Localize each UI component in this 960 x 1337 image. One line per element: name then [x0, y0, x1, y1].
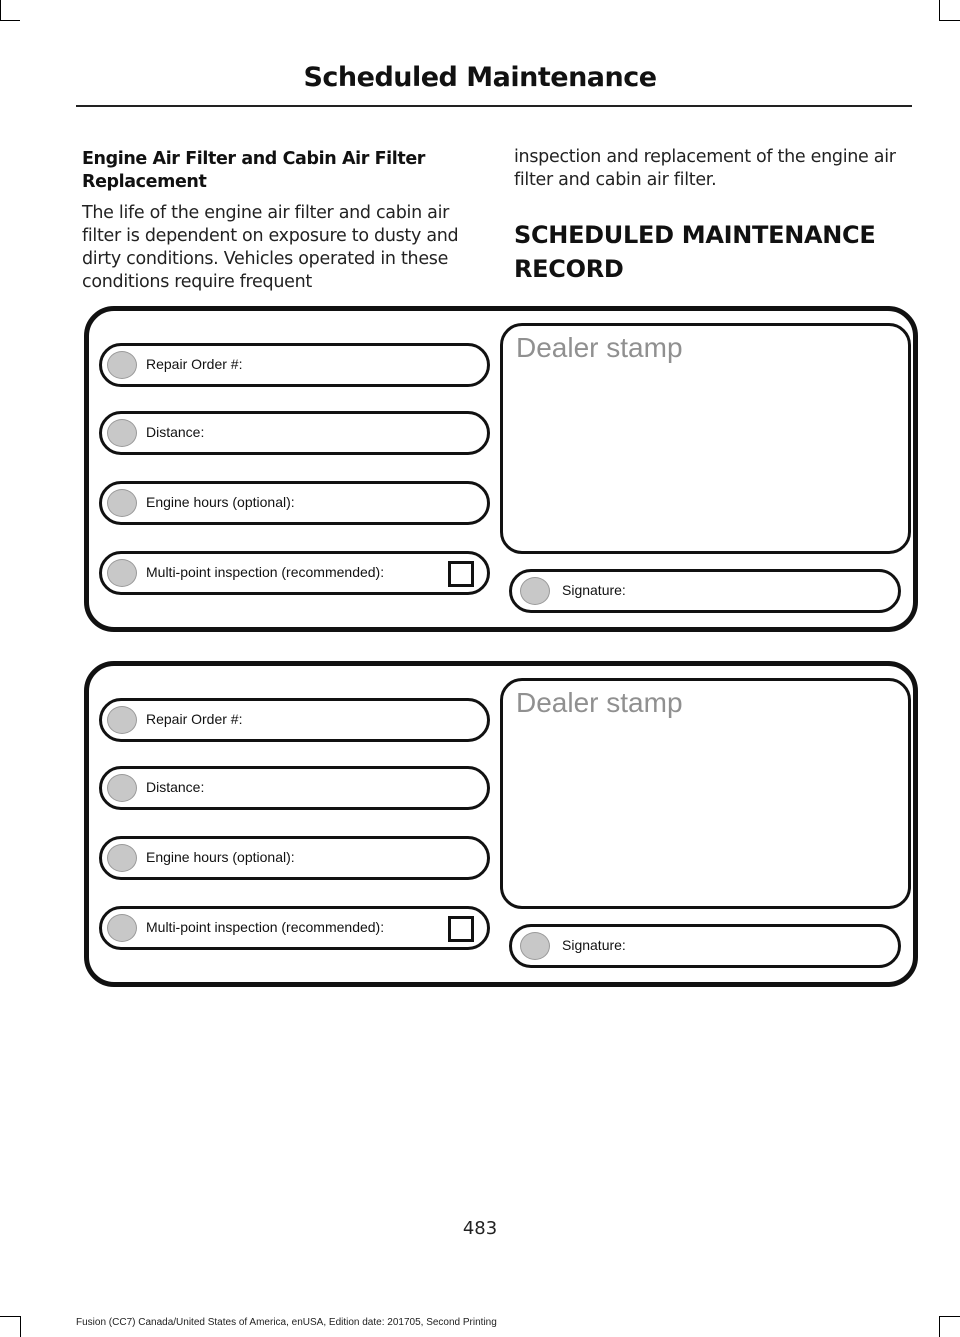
- crop-mark-top-right: [939, 20, 960, 21]
- page-title: Scheduled Maintenance: [303, 62, 657, 93]
- title-divider: [76, 105, 912, 107]
- repair-order-label: Repair Order #:: [146, 711, 243, 727]
- crop-mark-top-left: [0, 20, 20, 21]
- dealer-stamp-label: Dealer stamp: [516, 332, 683, 363]
- crop-mark-top-right: [939, 0, 940, 20]
- engine-hours-label: Engine hours (optional):: [146, 849, 295, 865]
- distance-label: Distance:: [146, 424, 205, 440]
- inspection-checkbox[interactable]: [448, 561, 474, 587]
- stamp-circle-icon: [107, 914, 137, 942]
- page-number: 483: [462, 1218, 498, 1239]
- inspection-field: [99, 551, 490, 595]
- stamp-circle-icon: [107, 774, 137, 802]
- repair-order-label: Repair Order #:: [146, 356, 243, 372]
- repair-order-field[interactable]: [99, 698, 490, 742]
- repair-order-field[interactable]: [99, 343, 490, 387]
- dealer-stamp-box[interactable]: [500, 678, 911, 909]
- engine-hours-label: Engine hours (optional):: [146, 494, 295, 510]
- section-heading: SCHEDULED MAINTENANCE RECORD: [514, 221, 876, 283]
- subsection-heading: Engine Air Filter and Cabin Air Filter Replacement: [82, 149, 426, 192]
- signature-field[interactable]: [509, 569, 901, 613]
- engine-hours-field[interactable]: [99, 836, 490, 880]
- distance-field[interactable]: [99, 411, 490, 455]
- stamp-circle-icon: [107, 706, 137, 734]
- crop-mark-bottom-left: [20, 1316, 21, 1337]
- stamp-circle-icon: [520, 932, 550, 960]
- crop-mark-bottom-right: [939, 1316, 960, 1317]
- crop-mark-top-left: [0, 0, 1, 20]
- maintenance-record-card: [84, 661, 918, 987]
- signature-label: Signature:: [562, 582, 626, 598]
- distance-label: Distance:: [146, 779, 205, 795]
- edition-footer: Fusion (CC7) Canada/United States of America, enUSA, Edition date: 201705, Second Printing: [76, 1317, 497, 1328]
- stamp-circle-icon: [107, 489, 137, 517]
- inspection-checkbox[interactable]: [448, 916, 474, 942]
- stamp-circle-icon: [107, 844, 137, 872]
- inspection-label: Multi-point inspection (recommended):: [146, 919, 385, 935]
- body-paragraph-left: The life of the engine air filter and cabin air filter is dependent on exposure to dusty and dirty conditions. Vehicles operated in these conditions require frequent: [82, 203, 459, 292]
- inspection-label: Multi-point inspection (recommended):: [146, 564, 385, 580]
- signature-label: Signature:: [562, 937, 626, 953]
- maintenance-record-card: [84, 306, 918, 632]
- dealer-stamp-box[interactable]: [500, 323, 911, 554]
- stamp-circle-icon: [107, 351, 137, 379]
- stamp-circle-icon: [520, 577, 550, 605]
- crop-mark-bottom-right: [939, 1316, 940, 1337]
- stamp-circle-icon: [107, 419, 137, 447]
- inspection-field: [99, 906, 490, 950]
- engine-hours-field[interactable]: [99, 481, 490, 525]
- stamp-circle-icon: [107, 559, 137, 587]
- distance-field[interactable]: [99, 766, 490, 810]
- dealer-stamp-label: Dealer stamp: [516, 687, 683, 718]
- crop-mark-bottom-left: [0, 1316, 20, 1317]
- body-paragraph-right: inspection and replacement of the engine air filter and cabin air filter.: [514, 147, 896, 190]
- signature-field[interactable]: [509, 924, 901, 968]
